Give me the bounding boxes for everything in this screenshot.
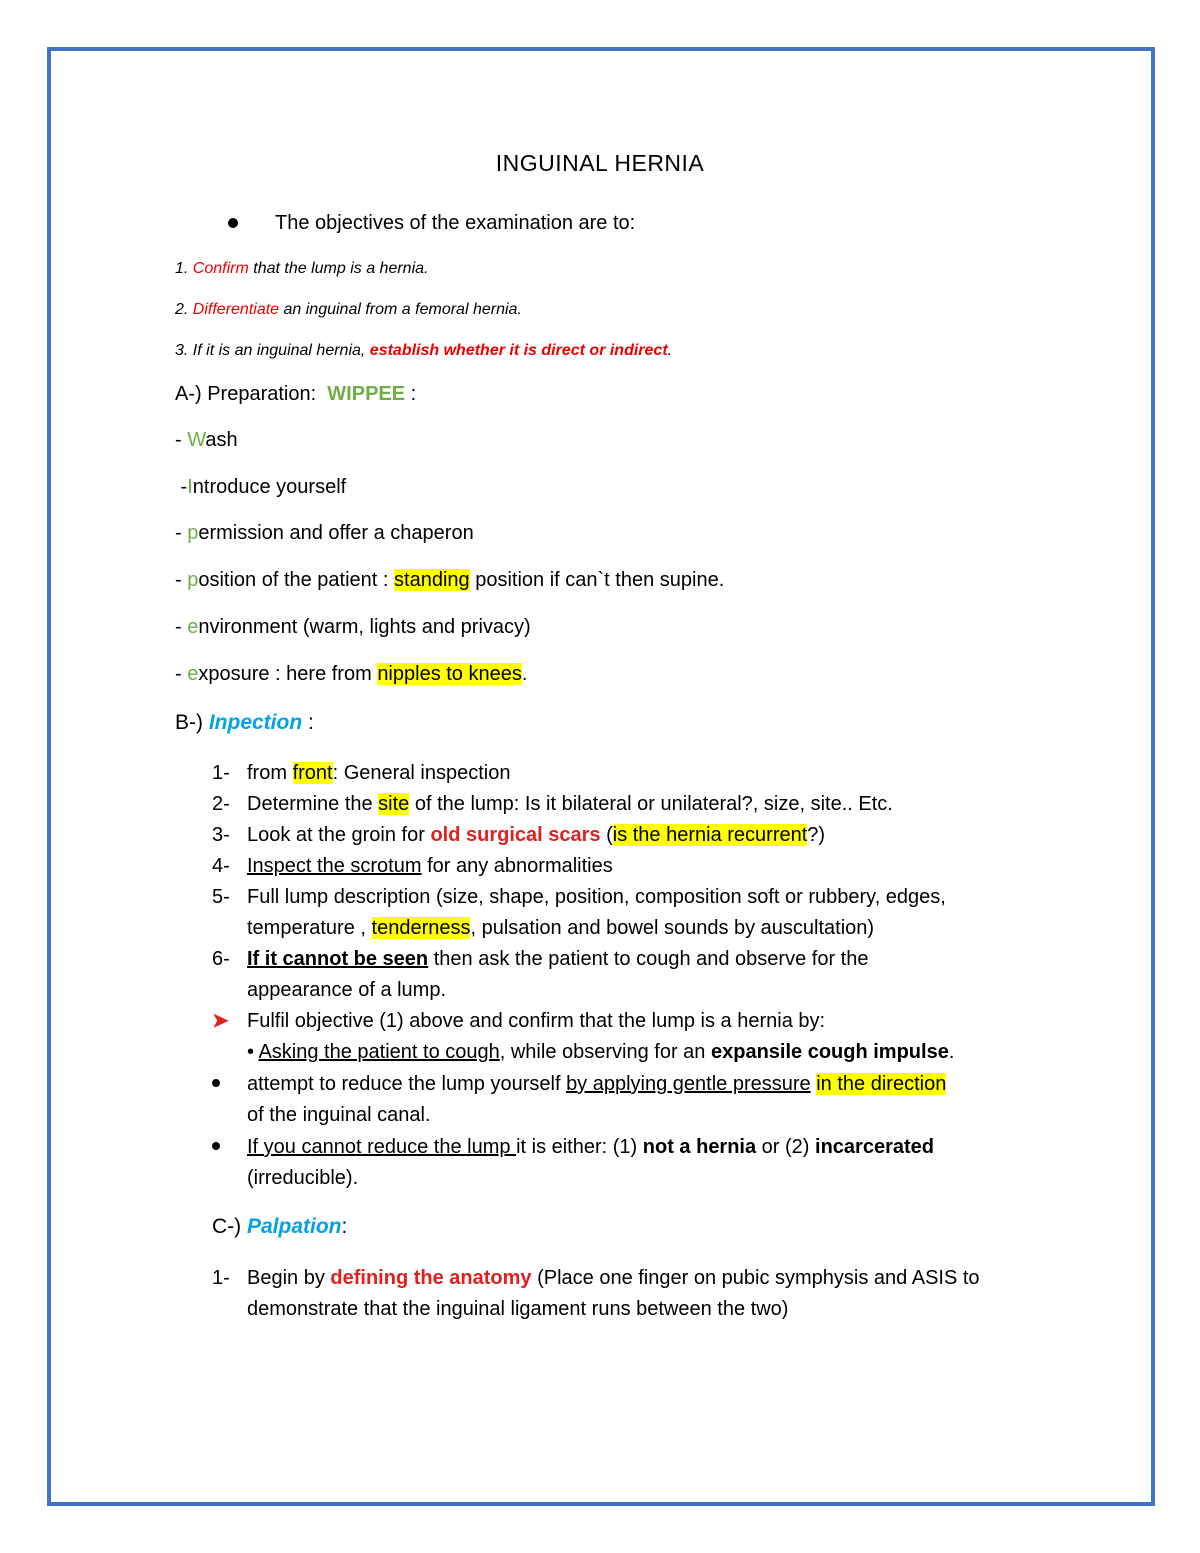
preparation-heading: A-) Preparation: WIPPEE :: [175, 383, 417, 405]
prep-item-position: - position of the patient : standing position if can`t then supine.: [175, 569, 725, 591]
inspection-heading: B-) Inpection :: [175, 711, 314, 734]
prep-item-introduce: -Introduce yourself: [175, 476, 347, 498]
prep-item-exposure: - exposure : here from nipples to knees.: [175, 663, 528, 685]
prep-item-environment: - environment (warm, lights and privacy): [175, 616, 531, 638]
objective-1: 1. Confirm that the lump is a hernia.: [175, 260, 429, 277]
objective-3: 3. If it is an inguinal hernia, establish whether it is direct or indirect.: [175, 342, 673, 359]
bullet-icon: [228, 218, 238, 228]
palpation-heading: C-) Palpation:: [212, 1215, 348, 1238]
objectives-intro-text: The objectives of the examination are to:: [275, 212, 636, 234]
prep-item-permission: - permission and offer a chaperon: [175, 522, 474, 544]
document-title: INGUINAL HERNIA: [495, 150, 705, 176]
objective-2: 2. Differentiate an inguinal from a femoral hernia.: [175, 301, 522, 318]
bullet-icon: [212, 1079, 220, 1087]
prep-item-wash: - Wash: [175, 429, 238, 451]
bullet-icon: [212, 1142, 220, 1150]
arrow-bullet-icon: ➤: [212, 1010, 229, 1032]
